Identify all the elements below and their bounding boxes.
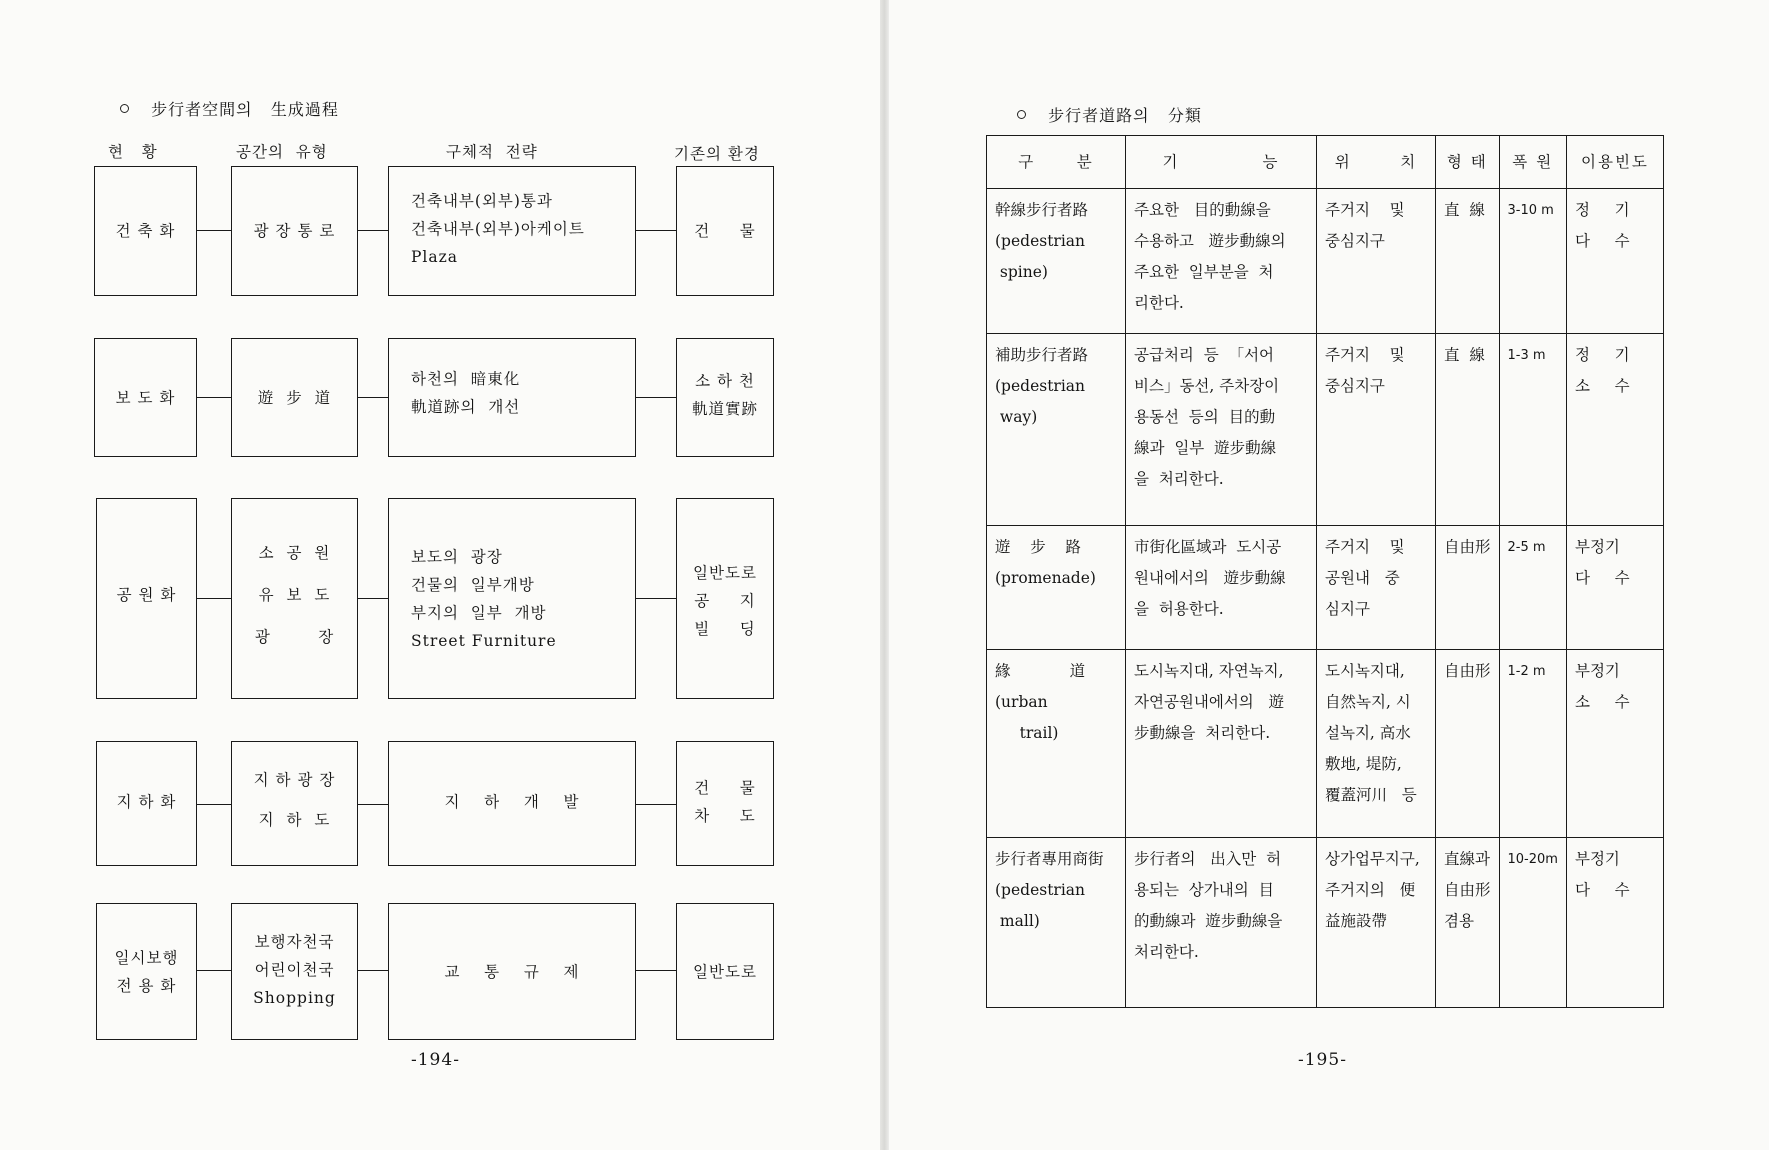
- connector: [358, 804, 388, 805]
- space-type-label: 소 공 원 유 보 도 광 장: [254, 544, 335, 646]
- header-function: 기 능: [1126, 136, 1317, 189]
- space-type-label: 지 하 광 장 지 하 도: [253, 771, 336, 829]
- category-cell: 緣 道 (urban trail): [987, 650, 1126, 838]
- width-cell: 1-3 m: [1499, 334, 1566, 526]
- connector: [636, 598, 676, 599]
- environment-box-2: [676, 338, 774, 457]
- column-header-strategy: 구체적 전략: [446, 143, 538, 161]
- connector: [358, 598, 388, 599]
- status-label: 지 하 화: [116, 793, 177, 811]
- book-gutter: [880, 0, 889, 1150]
- location-cell: 주거지 및 중심지구: [1317, 334, 1436, 526]
- page-number-right: -195-: [1298, 1050, 1347, 1070]
- space-type-label: 광 장 통 로: [253, 222, 336, 240]
- frequency-cell: 부정기 소 수: [1566, 650, 1663, 838]
- table-header-row: [987, 136, 1664, 189]
- status-label: 건 축 화: [115, 222, 176, 240]
- strategy-label: 건축내부(외부)통과 건축내부(외부)아케이트 Plaza: [411, 192, 585, 266]
- function-cell: 주요한 目的動線을 수용하고 遊步動線의 주요한 일부분을 처 리한다.: [1126, 189, 1317, 334]
- connector: [197, 970, 231, 971]
- connector: [636, 970, 676, 971]
- connector: [197, 230, 231, 231]
- environment-label: 일반도로 공 지 빌 딩: [693, 564, 757, 638]
- page-number-left: -194-: [411, 1050, 460, 1070]
- strategy-label: 보도의 광장 건물의 일부개방 부지의 일부 개방 Street Furniture: [411, 548, 557, 650]
- environment-box-4: [676, 741, 774, 866]
- space-type-box-3: [231, 498, 358, 699]
- location-cell: 도시녹지대, 自然녹지, 시 설녹지, 高水 敷地, 堤防, 覆蓋河川 등: [1317, 650, 1436, 838]
- environment-label: 일반도로: [693, 963, 757, 981]
- connector: [197, 397, 231, 398]
- status-box-3: [96, 498, 197, 699]
- form-cell: 直 線: [1436, 189, 1500, 334]
- connector: [197, 804, 231, 805]
- width-cell: 1-2 m: [1499, 650, 1566, 838]
- pedestrian-road-classification-table: [986, 135, 1664, 1008]
- connector: [197, 598, 231, 599]
- strategy-box-2: [388, 338, 636, 457]
- header-location: 위 치: [1317, 136, 1436, 189]
- space-type-label: 보행자천국 어린이천국 Shopping: [253, 933, 336, 1007]
- form-cell: 自由形: [1436, 526, 1500, 650]
- status-label: 공 원 화: [116, 586, 177, 604]
- environment-box-3: [676, 498, 774, 699]
- connector: [636, 804, 676, 805]
- strategy-label: 교 통 규 제: [444, 963, 580, 981]
- function-cell: 市街化區域과 도시공 원내에서의 遊步動線 을 허용한다.: [1126, 526, 1317, 650]
- header-form: 형 태: [1436, 136, 1500, 189]
- column-header-status: 현 황: [108, 143, 158, 161]
- space-type-box-1: [231, 166, 358, 296]
- table-row: [987, 838, 1664, 1008]
- function-cell: 도시녹지대, 자연녹지, 자연공원내에서의 遊 步動線을 처리한다.: [1126, 650, 1317, 838]
- table-row: [987, 334, 1664, 526]
- status-box-1: [94, 166, 197, 296]
- strategy-box-5: [388, 903, 636, 1040]
- right-heading-text: 步行者道路의 分類: [1048, 106, 1202, 125]
- space-type-box-4: [231, 741, 358, 866]
- space-type-box-5: [231, 903, 358, 1040]
- form-cell: 直線과 自由形 겸용: [1436, 838, 1500, 1008]
- connector: [358, 230, 388, 231]
- width-cell: 10-20m: [1499, 838, 1566, 1008]
- category-cell: 遊 步 路 (promenade): [987, 526, 1126, 650]
- category-cell: 幹線步行者路 (pedestrian spine): [987, 189, 1126, 334]
- table-row: [987, 650, 1664, 838]
- category-cell: 步行者專用商街 (pedestrian mall): [987, 838, 1126, 1008]
- space-type-box-2: [231, 338, 358, 457]
- strategy-label: 하천의 暗東化 軌道跡의 개선: [411, 370, 521, 416]
- form-cell: 直 線: [1436, 334, 1500, 526]
- bullet-icon: [1017, 110, 1026, 119]
- frequency-cell: 정 기 다 수: [1566, 189, 1663, 334]
- function-cell: 步行者의 出入만 허 용되는 상가내의 目 的動線과 遊步動線을 처리한다.: [1126, 838, 1317, 1008]
- connector: [636, 397, 676, 398]
- environment-label: 건 물 차 도: [694, 779, 756, 825]
- status-label: 보 도 화: [115, 389, 176, 407]
- connector: [358, 397, 388, 398]
- width-cell: 2-5 m: [1499, 526, 1566, 650]
- width-cell: 3-10 m: [1499, 189, 1566, 334]
- column-header-environment: 기존의 환경: [674, 145, 760, 163]
- bullet-icon: [120, 104, 129, 113]
- environment-box-5: [676, 903, 774, 1040]
- column-header-space-type: 공간의 유형: [236, 143, 328, 161]
- strategy-box-4: [388, 741, 636, 866]
- frequency-cell: 부정기 다 수: [1566, 838, 1663, 1008]
- frequency-cell: 정 기 소 수: [1566, 334, 1663, 526]
- header-width: 폭 원: [1499, 136, 1566, 189]
- location-cell: 주거지 및 공원내 중 심지구: [1317, 526, 1436, 650]
- strategy-box-1: [388, 166, 636, 296]
- status-box-2: [94, 338, 197, 457]
- strategy-box-3: [388, 498, 636, 699]
- table-row: [987, 526, 1664, 650]
- connector: [358, 970, 388, 971]
- location-cell: 상가업무지구, 주거지의 便 益施設帶: [1317, 838, 1436, 1008]
- right-heading: [1005, 84, 1202, 126]
- header-usage-frequency: 이용빈도: [1566, 136, 1663, 189]
- left-heading-text: 步行者空間의 生成過程: [151, 100, 339, 119]
- status-box-5: [96, 903, 197, 1040]
- status-label: 일시보행 전 용 화: [114, 949, 179, 995]
- form-cell: 自由形: [1436, 650, 1500, 838]
- table-row: [987, 189, 1664, 334]
- environment-label: 건 물: [694, 222, 756, 240]
- environment-box-1: [676, 166, 774, 296]
- header-category: 구 분: [987, 136, 1126, 189]
- function-cell: 공급처리 등 「서어 비스」동선, 주차장이 용동선 등의 目的動 線과 일부 遊步動線 을 처리한다.: [1126, 334, 1317, 526]
- left-heading: [108, 78, 339, 120]
- environment-label: 소 하 천 軌道實跡: [691, 372, 758, 418]
- status-box-4: [96, 741, 197, 866]
- frequency-cell: 부정기 다 수: [1566, 526, 1663, 650]
- category-cell: 補助步行者路 (pedestrian way): [987, 334, 1126, 526]
- space-type-label: 遊 步 道: [257, 389, 332, 407]
- connector: [636, 230, 676, 231]
- strategy-label: 지 하 개 발: [444, 793, 580, 811]
- location-cell: 주거지 및 중심지구: [1317, 189, 1436, 334]
